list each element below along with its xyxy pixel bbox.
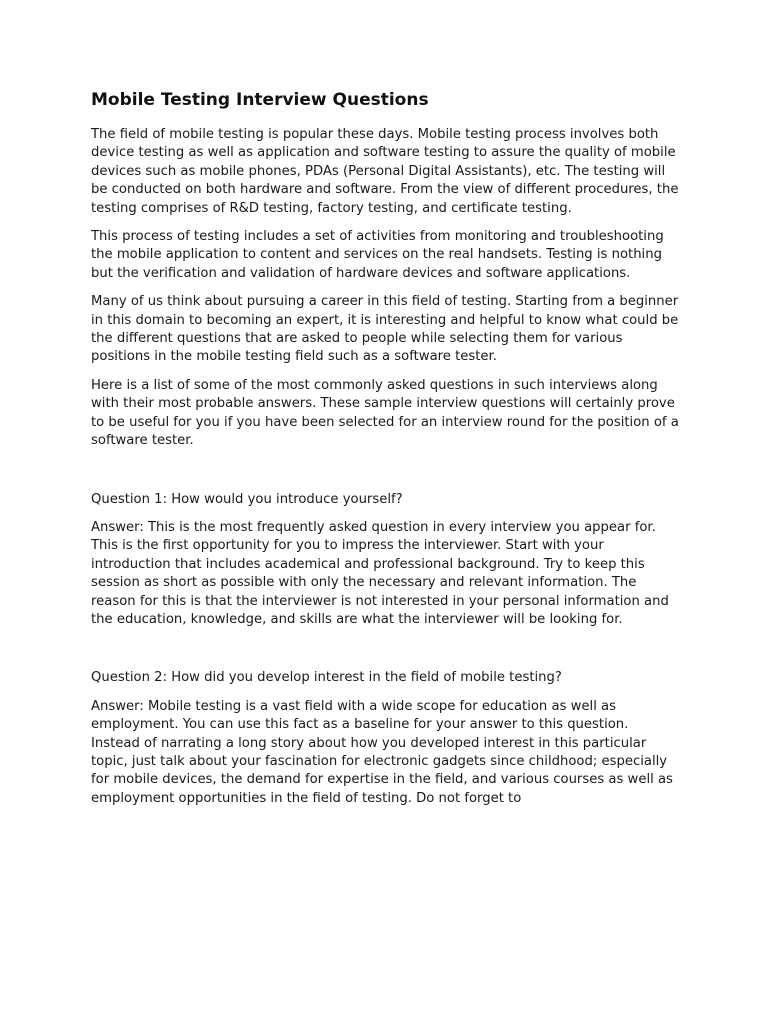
document-page [91,88,681,818]
answer-2: Answer: Mobile testing is a vast field with a wide scope for education as well as employment. You can use this fact as a baseline for your answer to this question. Instead of narrating a long story about how you developed interest in this particular topic, just talk about your fascination for electronic gadgets since childhood; especially for mobile devices, the demand for expertise in the field, and various courses as well as employment opportunities in the field of testing. Do not forget to [91,698,673,806]
document-title: Mobile Testing Interview Questions [91,90,429,110]
intro-paragraph-3: Many of us think about pursuing a career in this field of testing. Starting from a beginner in this domain to becoming an expert, it is interesting and helpful to know what could be the different questions that are asked to people while selecting them for various positions in the mobile testing field such as a software tester. [91,294,679,365]
answer-1: Answer: This is the most frequently asked question in every interview you appear for. This is the first opportunity for you to impress the interviewer. Start with your introduction that includes academical and professional background. Try to keep this session as short as possible with only the necessary and relevant information. The reason for this is that the interviewer is not interested in your personal information and the education, knowledge, and skills are what the interviewer will be looking for. [91,519,669,627]
intro-paragraph-4: Here is a list of some of the most commonly asked questions in such interviews along with their most probable answers. These sample interview questions will certainly prove to be useful for you if you have been selected for an interview round for the position of a software tester. [91,377,679,449]
intro-paragraph-2: This process of testing includes a set of activities from monitoring and troubleshooting the mobile application to content and services on the real handsets. Testing is nothing but the verification and validation of hardware devices and software applications. [91,229,664,281]
question-2: Question 2: How did you develop interest in the field of mobile testing? [91,670,562,686]
intro-paragraph-1: The field of mobile testing is popular these days. Mobile testing process involves both device testing as well as application and software testing to assure the quality of mobile devices such as mobile phones, PDAs (Personal Digital Assistants), etc. The testing will be conducted on both hardware and software. From the view of different procedures, the testing comprises of R&D testing, factory testing, and certificate testing. [91,127,679,216]
question-1: Question 1: How would you introduce yourself? [91,491,403,507]
